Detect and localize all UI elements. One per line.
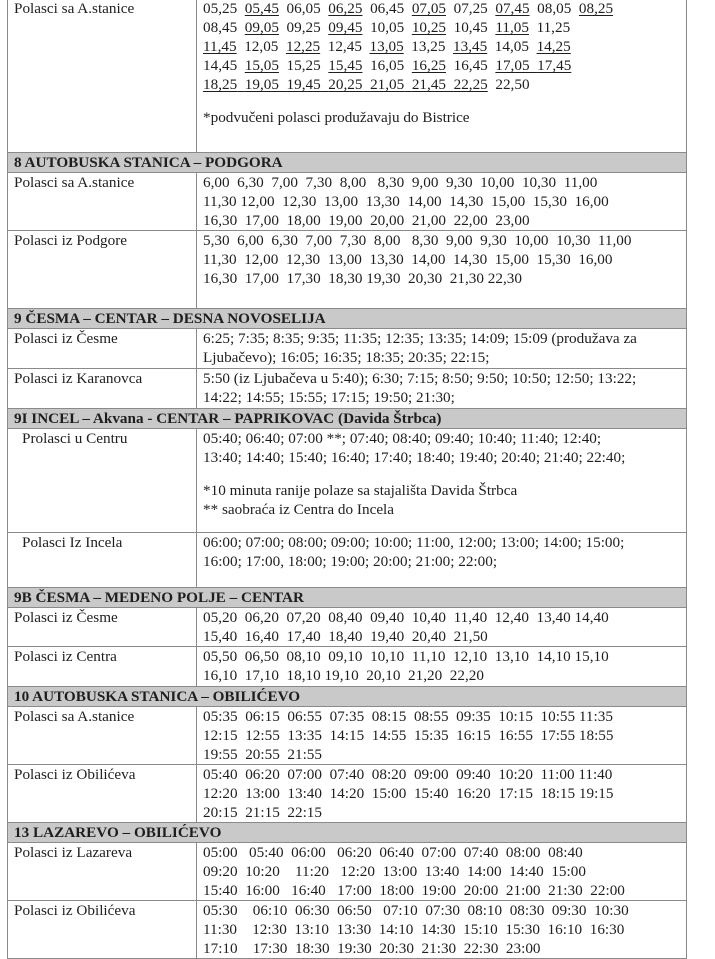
departure-times — [197, 533, 687, 588]
timetable-row — [8, 608, 687, 647]
extended-departure-time: 19,05 — [244, 76, 279, 93]
extended-departure-time: 08,25 — [578, 0, 614, 17]
timetable-row — [8, 329, 687, 369]
departure-times — [197, 707, 687, 765]
departure-time: 13,25 — [411, 38, 446, 55]
departure-time: 06,45 — [370, 0, 405, 17]
route-title: 8 AUTOBUSKA STANICA – PODGORA — [8, 153, 687, 173]
extended-departure-time: 07,45 — [495, 0, 530, 17]
times-line: 5:50 (iz Ljubačeva u 5:40); 6:30; 7:15; 8:50; 9:50; 10:50; 12:50; 13:22; — [203, 370, 637, 387]
times-line: 15:40 16:00 16:40 17:00 18:00 19:00 20:00 21:00 21:30 22:00 — [203, 882, 625, 899]
times-line — [203, 56, 682, 75]
bus-timetable — [7, 0, 687, 959]
times-line: 13:40; 14:40; 15:40; 16:40; 17:40; 18:40; 19:40; 20:40; 21:40; 22:40; — [203, 449, 626, 466]
times-line: 05:40 06:20 07:00 07:40 08:20 09:00 09:40 10:20 11:00 11:40 — [203, 766, 613, 783]
timetable-row — [8, 231, 687, 309]
row-label: Prolasci u Centru — [8, 429, 197, 533]
extended-departure-time: 13,05 — [369, 38, 404, 55]
section-header — [8, 823, 687, 843]
departure-time: 10,05 — [370, 19, 405, 36]
extended-departure-time: 09,45 — [328, 19, 363, 36]
extended-departure-time: 14,25 — [536, 38, 571, 55]
row-label: Polasci iz Lazareva — [8, 843, 197, 901]
times-line: 05,20 06,20 07,20 08,40 09,40 10,40 11,40 12,40 13,40 14,40 — [203, 609, 609, 626]
departure-times — [197, 608, 687, 647]
timetable-row — [8, 707, 687, 765]
departure-times — [197, 901, 687, 959]
route-title: 10 AUTOBUSKA STANICA – OBILIĆEVO — [8, 687, 687, 707]
times-line: 05:35 06:15 06:55 07:35 08:15 08:55 09:35 10:15 10:55 11:35 — [203, 708, 613, 725]
timetable-row — [8, 0, 687, 153]
timetable-row — [8, 647, 687, 687]
departure-time: 11,25 — [536, 19, 571, 36]
departure-times — [197, 0, 687, 153]
departure-time: 05,25 — [203, 0, 238, 17]
timetable-row — [8, 369, 687, 409]
times-line: 6:25; 7:35; 8:35; 9:35; 11:35; 12:35; 13:35; 14:09; 15:09 (produžava za — [203, 330, 637, 347]
row-label: Polasci sa A.stanice — [8, 173, 197, 231]
times-line: 15,40 16,40 17,40 18,40 19,40 20,40 21,50 — [203, 628, 488, 645]
row-label: Polasci Iz Incela — [8, 533, 197, 588]
times-line: 5,30 6,00 6,30 7,00 7,30 8,00 8,30 9,00 9,30 10,00 10,30 11,00 — [203, 232, 632, 249]
times-line: Ljubačevo); 16:05; 16:35; 18:35; 20:35; 22:15; — [203, 349, 490, 366]
extended-departure-time: 21,05 — [370, 76, 405, 93]
departure-times — [197, 429, 687, 533]
row-label: Polasci sa A.stanice — [8, 0, 197, 153]
times-line: 12:15 12:55 13:35 14:15 14:55 15:35 16:15 16:55 17:55 18:55 — [203, 727, 614, 744]
departure-time: 08,05 — [537, 0, 572, 17]
times-line: 05,50 06,50 08,10 09,10 10,10 11,10 12,10 13,10 14,10 15,10 — [203, 648, 609, 665]
extended-departure-time: 21,45 — [411, 76, 446, 93]
times-line: 17:10 17:30 18:30 19:30 20:30 21:30 22:30 23:00 — [203, 940, 541, 957]
row-label: Polasci iz Česme — [8, 329, 197, 369]
timetable-row — [8, 173, 687, 231]
section-header — [8, 409, 687, 429]
timetable-row — [8, 901, 687, 959]
row-label: Polasci iz Obilićeva — [8, 901, 197, 959]
departure-time: 12,45 — [327, 38, 362, 55]
extended-departure-time: 07,05 — [411, 0, 446, 17]
extended-departure-time: 12,25 — [285, 38, 321, 55]
row-label: Polasci iz Karanovca — [8, 369, 197, 409]
extended-departure-time: 15,45 — [328, 57, 363, 74]
extended-departure-time: 06,25 — [328, 0, 363, 17]
extended-departure-time: 19,45 — [286, 76, 321, 93]
underlined-times-block — [203, 0, 682, 94]
departure-times — [197, 843, 687, 901]
times-line — [203, 37, 682, 56]
times-line: 11,30 12,00 12,30 13,00 13,30 14,00 14,30 15,00 15,30 16,00 — [203, 251, 613, 268]
extended-departure-time: 16,25 — [411, 57, 446, 74]
row-label: Polasci sa A.stanice — [8, 707, 197, 765]
extended-departure-time: 15,05 — [244, 57, 279, 74]
departure-time: 15,25 — [286, 57, 321, 74]
extended-departure-time: 11,05 — [495, 19, 529, 36]
footnote: ** saobraća iz Centra do Incela — [203, 501, 395, 518]
times-line: 11,30 12,00 12,30 13,00 13,30 14,00 14,30 15,00 15,30 16,00 — [203, 193, 609, 210]
times-line: 11:30 12:30 13:10 13:30 14:10 14:30 15:10 15:30 16:10 16:30 — [203, 921, 625, 938]
times-line — [203, 75, 682, 94]
departure-time: 14,05 — [494, 38, 529, 55]
times-line: 16,10 17,10 18,10 19,10 20,10 21,20 22,20 — [203, 667, 484, 684]
times-line: 05:40; 06:40; 07:00 **; 07:40; 08:40; 09:40; 10:40; 11:40; 12:40; — [203, 430, 602, 447]
route-title: 9 ČESMA – CENTAR – DESNA NOVOSELIJA — [8, 309, 687, 329]
departure-time: 16,45 — [453, 57, 488, 74]
departure-time: 16,05 — [370, 57, 405, 74]
departure-time: 06,05 — [286, 0, 321, 17]
extended-departure-time: 05,45 — [244, 0, 279, 17]
times-line — [203, 0, 682, 18]
extended-departure-time: 22,25 — [453, 76, 488, 93]
departure-time: 10,45 — [453, 19, 488, 36]
section-header — [8, 309, 687, 329]
times-line: 05:30 06:10 06:30 06:50 07:10 07:30 08:10 08:30 09:30 10:30 — [203, 902, 629, 919]
times-line: 16:00; 17:00, 18:00; 19:00; 20:00; 21:00; 22:00; — [203, 553, 498, 570]
section-header — [8, 153, 687, 173]
departure-times — [197, 765, 687, 823]
times-line: 06:00; 07:00; 08:00; 09:00; 10:00; 11:00, 12:00; 13:00; 14:00; 15:00; — [203, 534, 625, 551]
footnote: *10 minuta ranije polaze sa stajališta Davida Štrbca — [203, 482, 518, 499]
departure-times — [197, 369, 687, 409]
timetable-row — [8, 533, 687, 588]
extended-departure-time: 20,25 — [328, 76, 363, 93]
departure-times — [197, 231, 687, 309]
timetable-row — [8, 429, 687, 533]
row-label: Polasci iz Česme — [8, 608, 197, 647]
route-title: 9I INCEL – Akvana - CENTAR – PAPRIKOVAC (Davida Štrbca) — [8, 409, 687, 429]
section-header — [8, 687, 687, 707]
departure-time: 08,45 — [203, 19, 238, 36]
times-line — [203, 18, 682, 37]
extended-departure-time: 17,45 — [537, 57, 572, 74]
times-line: 16,30 17,00 18,00 19,00 20,00 21,00 22,00 23,00 — [203, 212, 530, 229]
extended-departure-time: 17,05 — [495, 57, 530, 74]
section-header — [8, 588, 687, 608]
extended-departure-time: 09,05 — [244, 19, 279, 36]
departure-times — [197, 647, 687, 687]
departure-time: 12,05 — [244, 38, 279, 55]
extended-departure-time: 13,45 — [453, 38, 488, 55]
route-title: 9B ČESMA – MEDENO POLJE – CENTAR — [8, 588, 687, 608]
times-line: 20:15 21:15 22:15 — [203, 804, 322, 821]
footnote: *podvučeni polasci produžavaju do Bistrice — [203, 109, 470, 126]
timetable-row — [8, 765, 687, 823]
route-title: 13 LAZAREVO – OBILIĆEVO — [8, 823, 687, 843]
departure-times — [197, 173, 687, 231]
row-label: Polasci iz Obilićeva — [8, 765, 197, 823]
times-line: 16,30 17,00 17,30 18,30 19,30 20,30 21,30 22,30 — [203, 270, 522, 287]
row-label: Polasci iz Podgore — [8, 231, 197, 309]
times-line: 6,00 6,30 7,00 7,30 8,00 8,30 9,00 9,30 10,00 10,30 11,00 — [203, 174, 598, 191]
extended-departure-time: 10,25 — [411, 19, 446, 36]
extended-departure-time: 11,45 — [203, 38, 237, 55]
times-line: 09:20 10:20 11:20 12:20 13:00 13:40 14:00 14:40 15:00 — [203, 863, 586, 880]
departure-times — [197, 329, 687, 369]
row-label: Polasci iz Centra — [8, 647, 197, 687]
departure-time: 14,45 — [203, 57, 238, 74]
departure-time: 22,50 — [495, 76, 530, 93]
timetable-row — [8, 843, 687, 901]
extended-departure-time: 18,25 — [203, 76, 238, 93]
times-line: 19:55 20:55 21:55 — [203, 746, 322, 763]
departure-time: 09,25 — [286, 19, 321, 36]
times-line: 14:22; 14:55; 15:55; 17:15; 19:50; 21:30; — [203, 389, 455, 406]
times-line: 12:20 13:00 13:40 14:20 15:00 15:40 16:20 17:15 18:15 19:15 — [203, 785, 614, 802]
departure-time: 07,25 — [453, 0, 488, 17]
times-line: 05:00 05:40 06:00 06:20 06:40 07:00 07:40 08:00 08:40 — [203, 844, 583, 861]
